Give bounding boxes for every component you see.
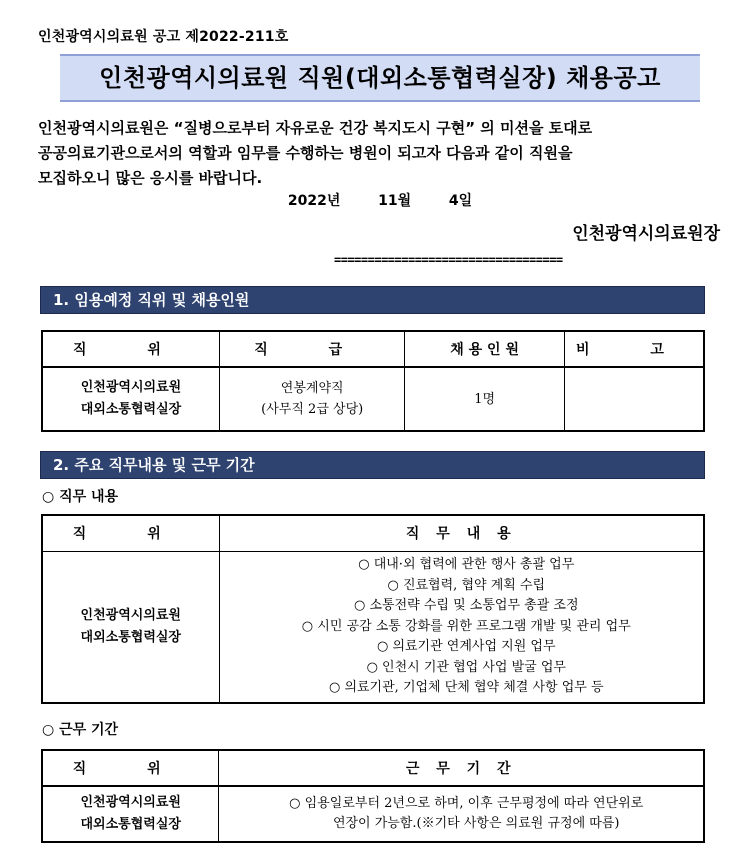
section1-header: 1. 임용예정 직위 및 채용인원 [40, 286, 705, 314]
section2-header: 2. 주요 직무내용 및 근무 기간 [40, 451, 705, 479]
header-count: 채 용 인 원 [450, 342, 519, 358]
remarks-cell [564, 367, 704, 431]
duties-table [41, 514, 705, 704]
period-table [41, 749, 705, 843]
header-duties: 직 무 내 용 [405, 526, 517, 543]
list-item: ○ 인천시 기관 협업 사업 발굴 업무 [366, 659, 566, 675]
list-item: ○ 시민 공감 소통 강화를 위한 프로그램 개발 및 관리 업무 [301, 618, 631, 634]
header-remarks: 비 고 [575, 342, 692, 358]
table-header-row [42, 750, 704, 786]
table-header-row [42, 331, 704, 367]
position-name: 인천광역시의료원 [80, 607, 181, 623]
period-subheading: ○ 근무 기간 [42, 722, 119, 738]
period-text: ○ 임용일로부터 2년으로 하며, 이후 근무평정에 따라 연단위로 [289, 795, 644, 811]
date-year: 2022년 [287, 193, 341, 209]
intro-line: 모집하오니 많은 응시를 바랍니다. [38, 169, 263, 187]
intro-line: 공공의료기관으로서의 역할과 임무를 수행하는 병원이 되고자 다음과 같이 직원을 [38, 144, 573, 162]
list-item: ○ 소통전략 수립 및 소통업무 총괄 조정 [354, 598, 579, 613]
period-text: 연장이 가능함.(※기타 사항은 의료원 규정에 따름) [332, 816, 620, 831]
notice-date [38, 190, 722, 210]
position-name: 대외소통협력실장 [80, 402, 182, 417]
grade-level: (사무직 2급 상당) [261, 402, 364, 417]
table-row [42, 551, 704, 703]
date-day: 4일 [448, 193, 473, 209]
header-position: 직 위 [72, 761, 189, 777]
header-grade: 직 급 [254, 342, 371, 358]
position-name: 대외소통협력실장 [80, 629, 181, 645]
intro-line: 인천광역시의료원은 “질병으로부터 자유로운 건강 복지도시 구현” 의 미션을 토대로 [38, 119, 593, 137]
position-name: 대외소통협력실장 [80, 817, 181, 832]
date-month: 11월 [378, 193, 412, 209]
signer: 인천광역시의료원장 [572, 224, 720, 244]
intro-paragraph [38, 116, 722, 191]
table-row [42, 786, 704, 842]
notice-number: 인천광역시의료원 공고 제2022-211호 [38, 29, 289, 45]
table-header-row [42, 515, 704, 551]
hire-count: 1명 [405, 367, 564, 431]
list-item: ○ 진료협력, 협약 계획 수립 [387, 577, 546, 593]
duty-subheading: ○ 직무 내용 [42, 489, 119, 505]
list-item: ○ 대내·외 협력에 관한 행사 총괄 업무 [358, 557, 575, 572]
list-item: ○ 의료기관, 기업체 단체 협약 체결 사항 업무 등 [328, 680, 604, 695]
positions-table [41, 330, 705, 432]
header-position: 직 위 [72, 526, 189, 543]
grade-type: 연봉계약직 [280, 381, 344, 396]
duty-list [219, 551, 704, 703]
position-name: 인천광역시의료원 [80, 380, 182, 395]
notice-title: 인천광역시의료원 직원(대외소통협력실장) 채용공고 [60, 54, 700, 102]
table-row [42, 367, 704, 431]
header-period: 근 무 기 간 [405, 761, 517, 777]
separator-line: ================================== [334, 253, 563, 267]
list-item: ○ 의료기관 연계사업 지원 업무 [376, 639, 556, 654]
position-name: 인천광역시의료원 [80, 795, 181, 810]
period-description [219, 786, 704, 842]
header-position: 직 위 [73, 342, 189, 358]
